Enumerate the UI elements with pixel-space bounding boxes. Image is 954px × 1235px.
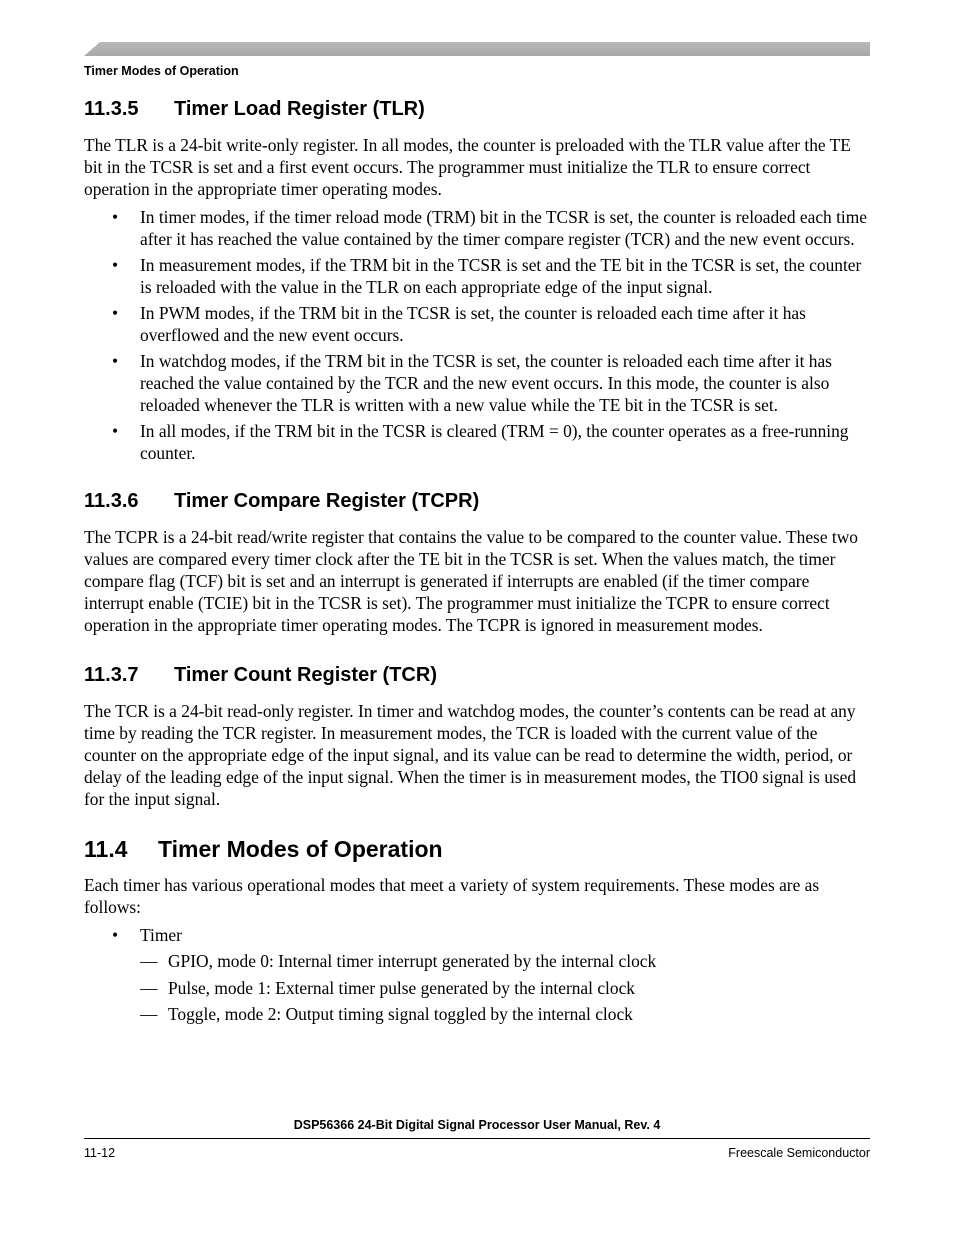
section-number: 11.4 <box>84 836 128 862</box>
list-item <box>84 420 870 464</box>
list-item-text: In all modes, if the TRM bit in the TCSR is cleared (TRM = 0), the counter operates as a free-running counter. <box>140 421 849 463</box>
dash-mark: — <box>140 951 158 971</box>
running-head: Timer Modes of Operation <box>84 64 239 78</box>
list-item-text: In PWM modes, if the TRM bit in the TCSR is set, the counter is reloaded each time after it has overflowed and the new event occurs. <box>140 303 806 345</box>
list-item-text: In timer modes, if the timer reload mode (TRM) bit in the TCSR is set, the counter is reloaded each time after it has reached the value contained by the timer compare register (TCR) and the new event occurs. <box>140 207 868 249</box>
tlr-bullet-list <box>84 206 870 464</box>
list-item <box>84 350 870 416</box>
modes-bullet-list <box>84 924 870 946</box>
list-item-text: Pulse, mode 1: External timer pulse generated by the internal clock <box>168 977 635 998</box>
list-item-text: In watchdog modes, if the TRM bit in the TCSR is set, the counter is reloaded each time after it has reached the value contained by the TCR and the new event occurs. In this mode, the counter is also reloaded whenever the TLR is written with a new value while the TE bit in the TCSR is set. <box>140 351 832 415</box>
list-item <box>84 206 870 250</box>
list-item <box>84 924 870 946</box>
page-number: 11-12 <box>84 1146 116 1160</box>
list-item-text: In measurement modes, if the TRM bit in the TCSR is set and the TE bit in the TCSR is set, the counter is reloaded with the value in the TLR on each appropriate edge of the input signal. <box>140 255 862 297</box>
section-number: 11.3.7 <box>84 664 139 686</box>
list-item <box>84 950 870 972</box>
section-heading-11-3-6 <box>84 488 870 514</box>
section-title: Timer Modes of Operation <box>158 836 443 862</box>
bullet-mark: • <box>112 255 119 275</box>
section-heading-11-3-7 <box>84 662 870 688</box>
bullet-mark: • <box>112 351 119 371</box>
list-item-text: GPIO, mode 0: Internal timer interrupt generated by the internal clock <box>168 951 657 971</box>
bullet-mark: • <box>112 303 119 323</box>
list-item <box>84 302 870 346</box>
section-title: Timer Load Register (TLR) <box>174 98 425 120</box>
footer-divider <box>84 1138 870 1139</box>
section-title: Timer Count Register (TCR) <box>174 664 437 686</box>
list-item <box>84 1003 870 1025</box>
footer-title: DSP56366 24-Bit Digital Signal Processor User Manual, Rev. 4 <box>293 1118 661 1132</box>
paragraph-tcpr: The TCPR is a 24-bit read/write register that contains the value to be compared to the counter value. These two values are compared every timer clock after the TE bit in the TCSR is set. When the values match, the timer compare flag (TCF) bit is set and an interrupt is generated if interrupts are enabled (if the timer compare interrupt enable (TCIE) bit in the TCSR is set). The programmer must initialize the TCPR to ensure correct operation in the appropriate timer operating modes. The TCPR is ignored in measurement modes. <box>84 527 858 635</box>
dash-mark: — <box>140 977 158 998</box>
section-heading-11-3-5 <box>84 96 870 122</box>
header-bar <box>84 42 870 56</box>
list-item <box>84 254 870 298</box>
list-item-text: Toggle, mode 2: Output timing signal toggled by the internal clock <box>168 1004 633 1024</box>
paragraph-modes-intro: Each timer has various operational modes that meet a variety of system requirements. These modes are as follows: <box>84 875 820 917</box>
paragraph-tlr-intro: The TLR is a 24-bit write-only register. In all modes, the counter is preloaded with the TLR value after the TE bit in the TCSR is set and a first event occurs. The programmer must initialize the TLR to ensure correct operation in the appropriate timer operating modes. <box>84 135 851 199</box>
page-content <box>84 96 870 1030</box>
dash-mark: — <box>140 1004 158 1024</box>
section-number: 11.3.6 <box>84 490 139 512</box>
bullet-mark: • <box>112 421 119 441</box>
bullet-mark: • <box>112 925 119 945</box>
section-title: Timer Compare Register (TCPR) <box>174 490 480 512</box>
bullet-mark: • <box>112 207 119 227</box>
list-item <box>84 977 870 999</box>
footer-company: Freescale Semiconductor <box>728 1146 870 1160</box>
list-item-text: Timer <box>140 925 182 945</box>
timer-modes-dash-list <box>84 950 870 1025</box>
section-heading-11-4 <box>84 836 870 862</box>
paragraph-tcr: The TCR is a 24-bit read-only register. In timer and watchdog modes, the counter’s contents can be read at any time by reading the TCR register. In measurement modes, the TCR is loaded with the current value of the counter on the appropriate edge of the input signal, and its value can be read to determine the width, period, or delay of the leading edge of the input signal. When the timer is in measurement modes, the TIO0 signal is used for the input signal. <box>84 701 857 809</box>
section-number: 11.3.5 <box>84 98 139 120</box>
